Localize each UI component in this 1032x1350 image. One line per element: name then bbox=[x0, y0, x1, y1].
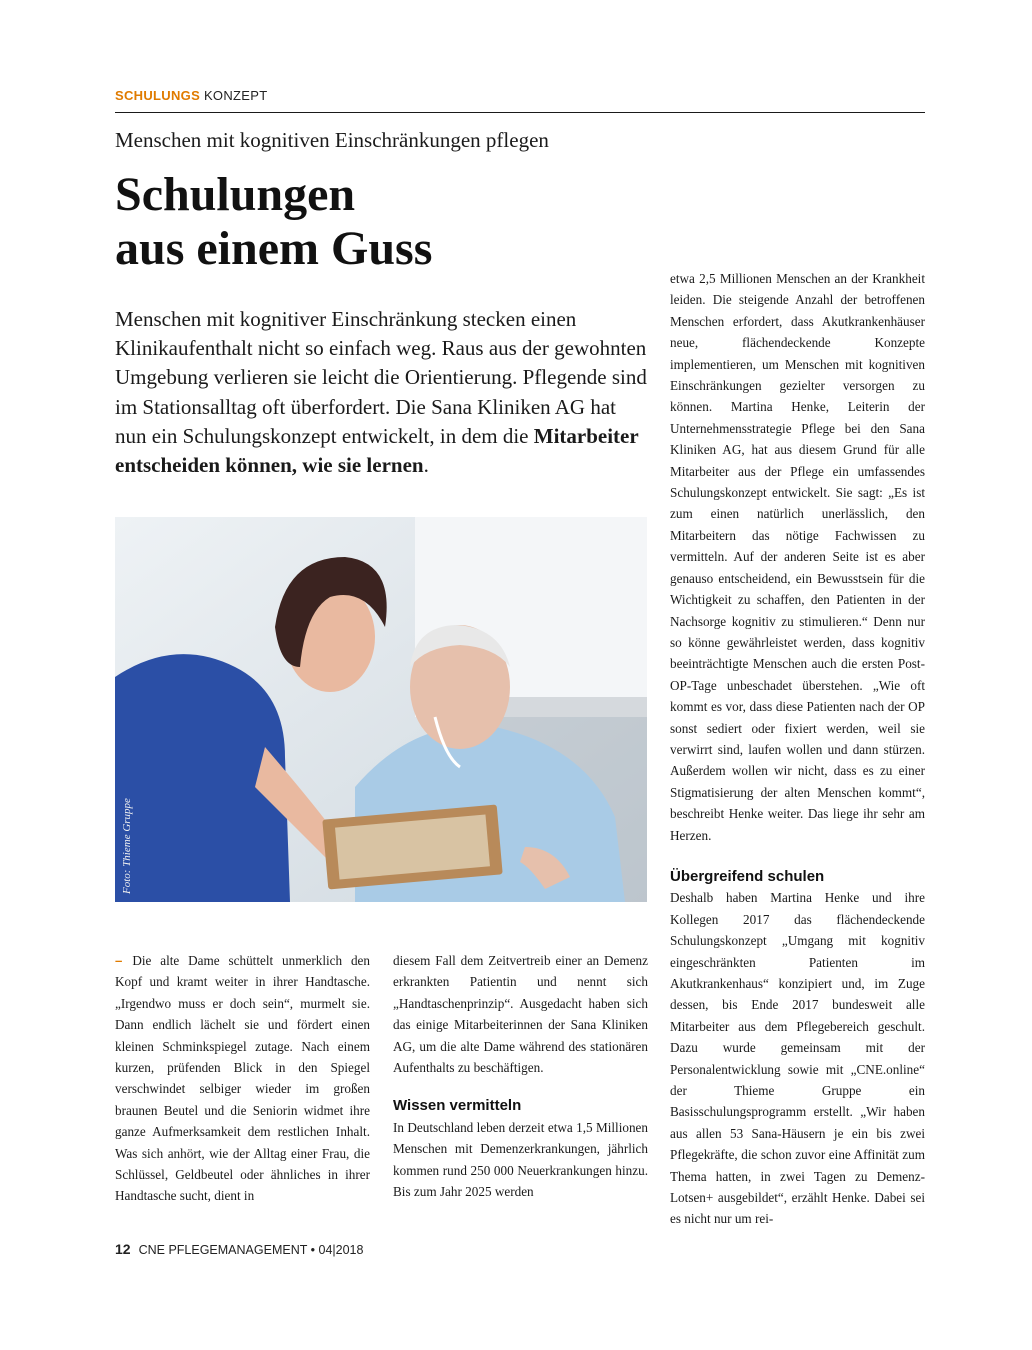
section-label-accent: SCHULUNGS bbox=[115, 88, 201, 103]
photo-illustration bbox=[115, 517, 647, 902]
section-label-rest: KONZEPT bbox=[200, 88, 268, 103]
article-photo bbox=[115, 517, 647, 902]
footer-separator: • bbox=[310, 1243, 316, 1257]
issue-number: 04|2018 bbox=[318, 1243, 364, 1257]
article-title bbox=[115, 168, 655, 276]
lead-end: . bbox=[423, 453, 429, 478]
column-2 bbox=[393, 950, 648, 1202]
lead-text: Menschen mit kognitiver Einschränkung stecken einen Klinikaufenthalt nicht so einfach weg. Raus aus der gewohnten Umgebung verlieren sie leicht die Orientierung. Pflegende sind im Stationsalltag oft überfordert. Die Sana Kliniken AG hat nun ein Schulungskonzept entwickelt, in dem die bbox=[115, 307, 647, 448]
page-number: 12 bbox=[115, 1241, 131, 1257]
header-rule bbox=[115, 112, 925, 113]
article-kicker: Menschen mit kognitiven Einschränkungen pflegen bbox=[115, 128, 549, 152]
column-3 bbox=[670, 268, 925, 1230]
col2-paragraph-2: In Deutschland leben derzeit etwa 1,5 Millionen Menschen mit Demenzerkrankungen, jährlich kommen rund 250 000 Neuerkrankungen hinzu. Bis zum Jahr 2025 werden bbox=[393, 1119, 648, 1200]
column-1 bbox=[115, 950, 370, 1207]
photo-credit: Foto: Thieme Gruppe bbox=[121, 798, 133, 894]
col1-paragraph bbox=[115, 950, 370, 1207]
subheading-uebergreifend-schulen: Übergreifend schulen bbox=[670, 867, 825, 885]
start-dash: – bbox=[115, 953, 123, 968]
journal-name: CNE PFLEGEMANAGEMENT bbox=[138, 1243, 308, 1257]
section-label bbox=[115, 88, 267, 103]
col3-paragraph-2: Deshalb haben Martina Henke und ihre Kollegen 2017 das flächendeckende Schulungskonzept „Umgang mit kognitiv eingeschränkten Patienten im Akutkrankenhaus“ konzipiert und, im Zuge dessen, bis Ende 2017 bundesweit alle Mitarbeiter aus dem Pflegebereich geschult. Dazu wurde gemeinsam mit der Personalentwicklung sowie mit „CNE.online“ der Thieme Gruppe ein Basisschulungsprogramm erstellt. „Wir haben aus allen 53 Sana-Häusern je ein bis zwei Pflegekräfte, die schon zuvor eine Affinität zum Thema hatten, in zwei Tagen zu Demenz-Lotsen+ ausgebildet“, erzählt Henke. Dabei sei es nicht nur um rei- bbox=[670, 890, 925, 1227]
lead-bold: Mitarbeiter entscheiden können, wie sie lernen bbox=[115, 423, 639, 478]
subheading-wissen-vermitteln: Wissen vermitteln bbox=[393, 1097, 522, 1115]
title-line-2: aus einem Guss bbox=[115, 222, 433, 275]
col1-text: Die alte Dame schüttelt unmerklich den Kopf und kramt weiter in ihrer Handtasche. „Irgendwo muss er doch sein“, murmelt sie. Dann endlich lächelt sie und fördert einen kleinen Schminkspiegel zutage. Nach einem kurzen, prüfenden Blick in den Spiegel verschwindet selbiger wieder im großen braunen Beutel und die Seniorin widmet ihre ganze Aufmerksamkeit dem restlichen Inhalt. Was sich anhört, wie der Alltag einer Frau, die Schlüssel, Geldbeutel oder ähnliches in ihrer Handtasche sucht, dient in bbox=[115, 953, 370, 1204]
article-lead bbox=[115, 305, 650, 480]
col3-paragraph-1: etwa 2,5 Millionen Menschen an der Krankheit leiden. Die steigende Anzahl der betroffenen Menschen erfordert, dass Akutkrankenhäuser neue, flächendeckende Konzepte implementieren, um Menschen mit kognitiven Einschränkungen gezielter versorgen zu können. Martina Henke, Leiterin der Unternehmensstrategie Pflege bei den Sana Kliniken AG, hat aus diesem Grund für alle Mitarbeiter aus der Pflege ein umfassendes Schulungskonzept entwickelt. Sie sagt: „Es ist zum einen natürlich unerlässlich, den Mitarbeitern das nötige Fachwissen zu vermitteln. Auf der anderen Seite ist es aber genauso entscheidend, ein Bewusstsein für die Wichtigkeit zu schaffen, den Patienten in der Nachsorge kognitiv zu stimulieren.“ Denn nur so könne gewährleistet werden, dass kognitiv beeinträchtigte Menschen auch die ersten Post-OP-Tage unbeschadet überstehen. „Wie oft kommt es vor, dass diese Patienten nach der OP sonst sediert oder fixiert werden, weil sie verwirrt sind, laufen wollen und dann stürzen. Außerdem wollen wir nicht, dass es zu einer Stigmatisierung der alten Menschen kommt“, beschreibt Henke weiter. Das liege ihr sehr am Herzen. bbox=[670, 271, 925, 843]
page-footer bbox=[115, 1241, 363, 1257]
title-line-1: Schulungen bbox=[115, 168, 356, 221]
col2-paragraph-1: diesem Fall dem Zeitvertreib einer an Demenz erkrankten Patientin und nennt sich „Handtaschenprinzip“. Ausgedacht haben sich das einige Mitarbeiterinnen der Sana Kliniken AG, um die alte Dame während des stationären Aufenthalts zu beschäftigen. bbox=[393, 953, 648, 1076]
